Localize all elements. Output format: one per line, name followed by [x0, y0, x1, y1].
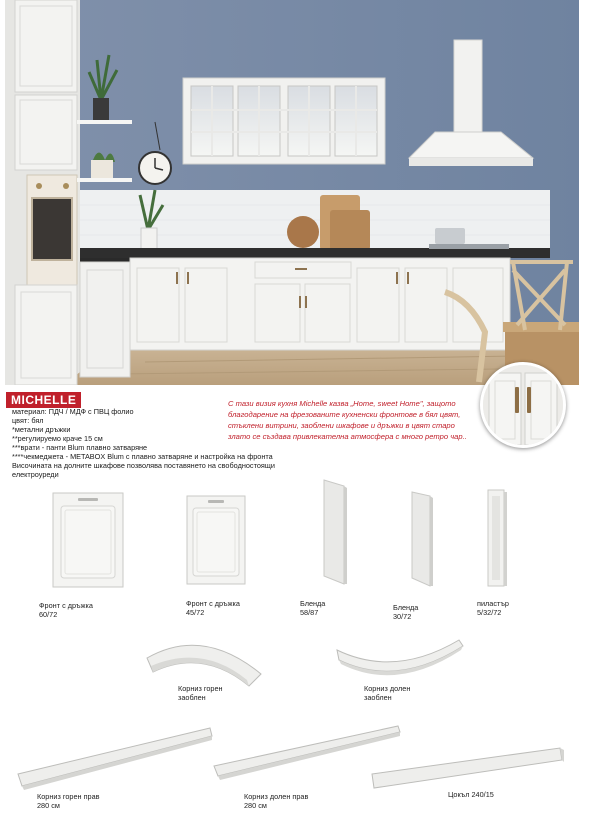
kitchen-photo — [5, 0, 579, 385]
part-front-60-size: 60/72 — [39, 610, 58, 619]
part-pilaster-label: пиластър — [477, 599, 509, 608]
part-cornice-lower-curved-label: Корниз долен — [364, 684, 411, 693]
part-blenda-30-size: 30/72 — [393, 612, 412, 621]
part-cornice-lower-curved-image — [335, 636, 465, 676]
part-blenda-30-image — [410, 490, 434, 588]
spec-height-note: Височината на долните шкафове позволява поставянето на свободностоящи — [12, 461, 275, 470]
part-cornice-upper-curved-size: заоблен — [178, 693, 206, 702]
part-front-45-image — [186, 495, 246, 585]
part-plinth-image — [370, 744, 566, 794]
spec-drawers: ****чекмеджета - METABOX Blum с плавно затваряне и настройка на фронта — [12, 452, 273, 461]
part-pilaster-size: 5/32/72 — [477, 608, 502, 617]
part-blenda-58-image — [322, 478, 348, 586]
spec-handles: *метални дръжки — [12, 425, 71, 434]
part-blenda-58-label: Бленда — [300, 599, 326, 608]
part-plinth-label: Цокъл 240/15 — [448, 790, 494, 799]
part-front-60-image — [52, 492, 124, 588]
part-cornice-upper-straight-label: Корниз горен прав — [37, 792, 100, 801]
spec-hinges: ***врати - панти Blum плавно затваряне — [12, 443, 148, 452]
spec-appliances: електроуреди — [12, 470, 59, 479]
brand-label: MICHELLE — [6, 392, 81, 408]
part-front-60-label: Фронт с дръжка — [39, 601, 93, 610]
part-front-45-size: 45/72 — [186, 608, 205, 617]
part-cornice-upper-curved-label: Корниз горен — [178, 684, 223, 693]
spec-material: материал: ПДЧ / МДФ с ПВЦ фолио — [12, 407, 134, 416]
spec-legs: **регулируемо краче 15 см — [12, 434, 103, 443]
part-cornice-upper-curved-image — [143, 632, 267, 690]
part-blenda-58-size: 58/87 — [300, 608, 319, 617]
part-blenda-30-label: Бленда — [393, 603, 419, 612]
part-cornice-upper-straight-image — [16, 722, 214, 792]
part-cornice-upper-straight-size: 280 см — [37, 801, 60, 810]
part-pilaster-image — [486, 488, 508, 588]
part-cornice-lower-straight-size: 280 см — [244, 801, 267, 810]
part-front-45-label: Фронт с дръжка — [186, 599, 240, 608]
spec-color: цвят: бял — [12, 416, 44, 425]
handle-detail-photo — [480, 362, 566, 448]
part-cornice-lower-straight-label: Корниз долен прав — [244, 792, 309, 801]
part-cornice-lower-curved-size: заоблен — [364, 693, 392, 702]
description-text: С тази визия кухня Michelle казва „Home, sweet Home", защото благодарение на фрезованите кухненски фронтове в бял цвят, стъклени витрини, заоблени шкафове и дръжки в цвят старо злато се създава привлекателна атмосфера с много ретро чар.. — [228, 399, 467, 441]
